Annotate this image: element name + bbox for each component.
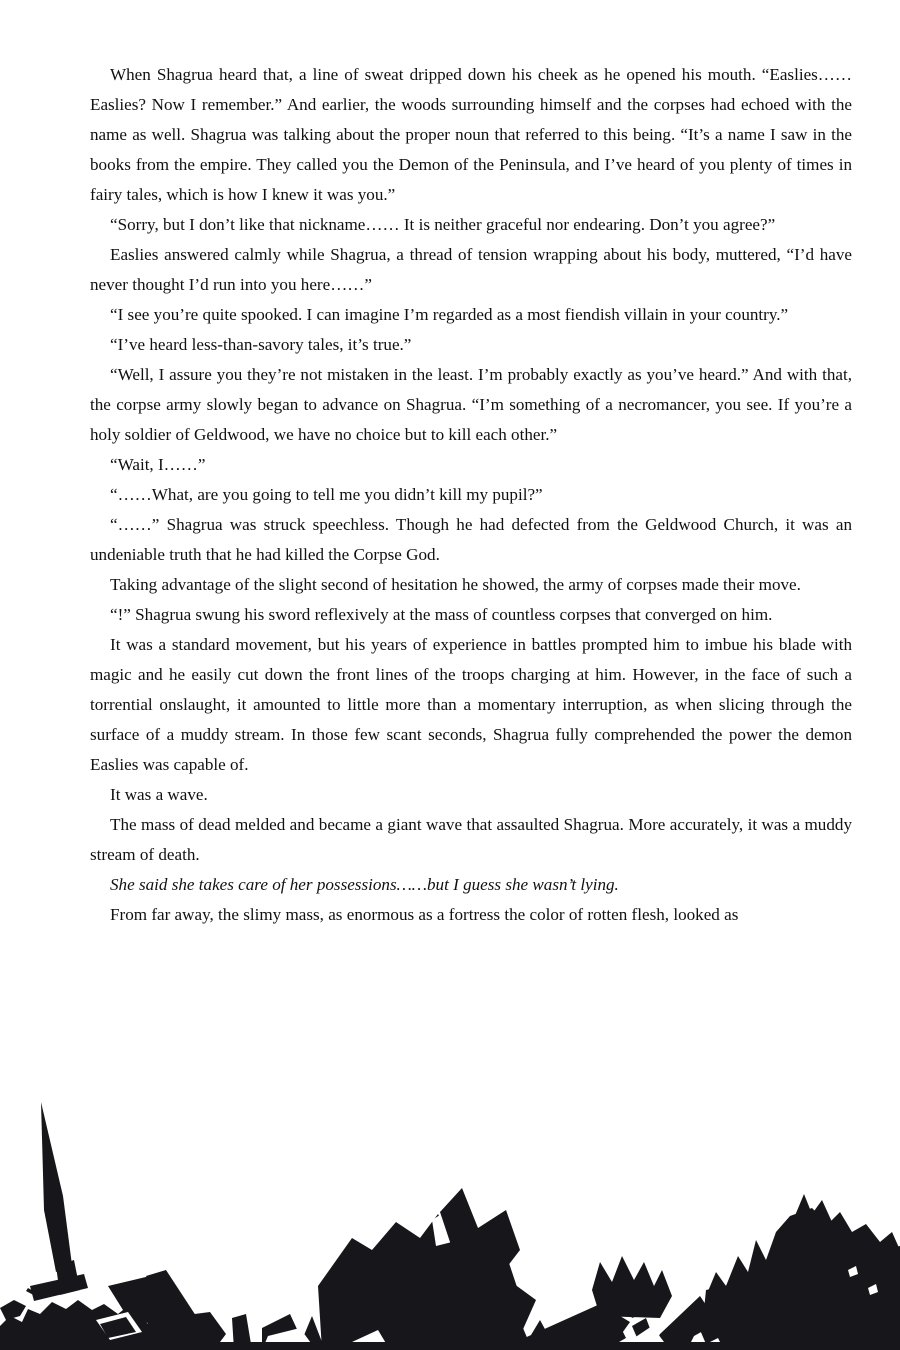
page-text-body [90, 60, 852, 930]
paragraph: It was a standard movement, but his years of experience in battles prompted him to imbue his blade with magic and he easily cut down the front lines of the troops charging at him. However, in the face of such a torrential onslaught, it amounted to little more than a momentary interruption, as when slicing through the surface of a muddy stream. In those few scant seconds, Shagrua fully comprehended the power the demon Easlies was capable of. [90, 635, 852, 774]
paragraph: “……” Shagrua was struck speechless. Though he had defected from the Geldwood Church, it was an undeniable truth that he had killed the Corpse God. [90, 515, 852, 564]
chapter-illustration [0, 1090, 900, 1350]
paragraph: It was a wave. [110, 785, 208, 804]
paragraph: Taking advantage of the slight second of hesitation he showed, the army of corpses made their move. [110, 575, 801, 594]
paragraph: When Shagrua heard that, a line of sweat dripped down his cheek as he opened his mouth. “Easlies…… Easlies? Now I remember.” And earlier, the woods surrounding himself and the corpses had echoed with the name as well. Shagrua was talking about the proper noun that referred to this being. “It’s a name I saw in the books from the empire. They called you the Demon of the Peninsula, and I’ve heard of you plenty of times in fairy tales, which is how I knew it was you.” [90, 65, 852, 204]
paragraph: “Wait, I……” [110, 455, 206, 474]
paragraph: The mass of dead melded and became a giant wave that assaulted Shagrua. More accurately, it was a muddy stream of death. [90, 815, 852, 864]
paragraph: “……What, are you going to tell me you didn’t kill my pupil?” [110, 485, 543, 504]
paragraph: From far away, the slimy mass, as enormous as a fortress the color of rotten flesh, looked as [110, 905, 739, 924]
paragraph: “I’ve heard less-than-savory tales, it’s true.” [110, 335, 412, 354]
inner-monologue-paragraph: She said she takes care of her possessions……but I guess she wasn’t lying. [110, 875, 619, 894]
paragraph: “!” Shagrua swung his sword reflexively at the mass of countless corpses that converged on him. [110, 605, 773, 624]
paragraph: “Well, I assure you they’re not mistaken in the least. I’m probably exactly as you’ve heard.” And with that, the corpse army slowly began to advance on Shagrua. “I’m something of a necromancer, you see. If you’re a holy soldier of Geldwood, we have no choice but to kill each other.” [90, 365, 852, 444]
paragraph: “I see you’re quite spooked. I can imagine I’m regarded as a most fiendish villain in your country.” [110, 305, 789, 324]
corpse-horde-silhouette-icon [0, 1090, 900, 1350]
paragraph: “Sorry, but I don’t like that nickname…… It is neither graceful nor endearing. Don’t you agree?” [110, 215, 776, 234]
paragraph: Easlies answered calmly while Shagrua, a thread of tension wrapping about his body, muttered, “I’d have never thought I’d run into you here……” [90, 245, 852, 294]
